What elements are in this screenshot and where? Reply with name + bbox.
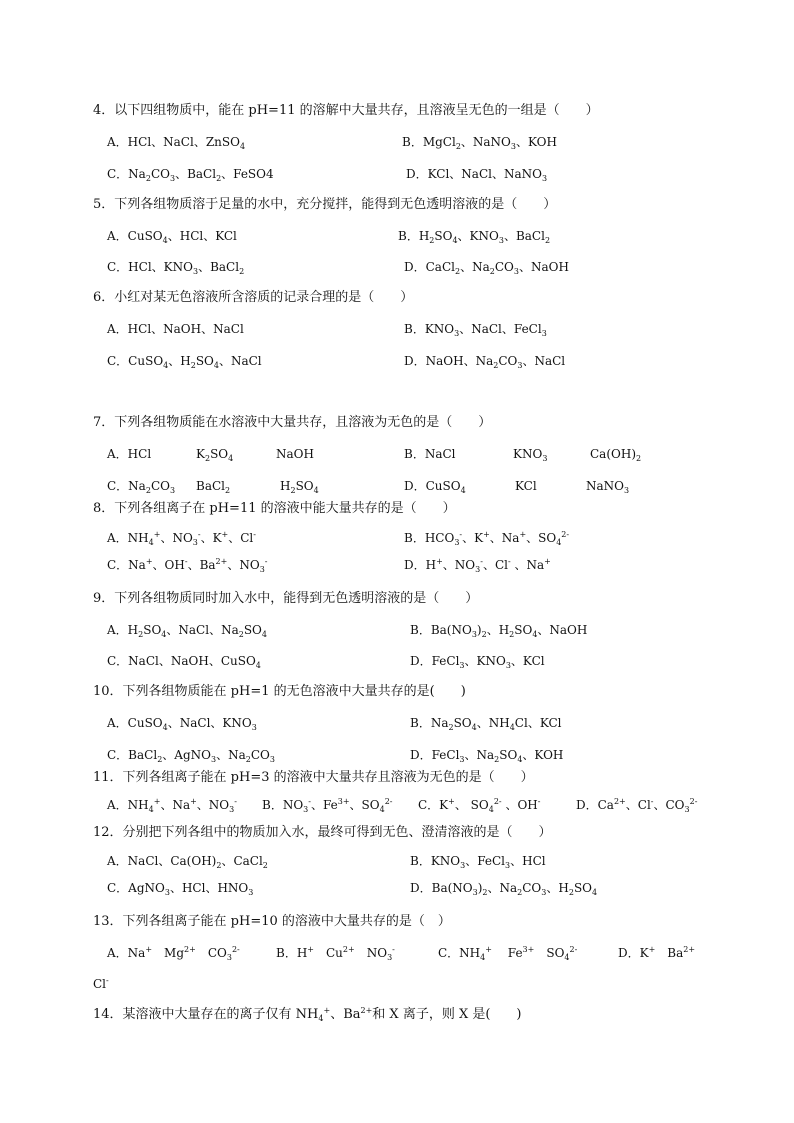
question-8-stem: 8．下列各组离子在 pH=11 的溶液中能大量共存的是（ ） (93, 501, 456, 516)
question-12-option-d: D．$Ba(NO_3)_2$、$Na_2CO_3$、$H_2SO_4$ (410, 881, 598, 897)
question-13-option-b: B．H+ $Cu^{2+}$ $NO_3^-$ (276, 945, 395, 962)
question-7-option-b-item-3: $Ca(OH)_2$ (590, 447, 642, 463)
question-8-option-c: C．Na+、OH-、$Ba^{2+}$、$NO_3^-$ (107, 557, 268, 574)
question-9-option-a: A．$H_2SO_4$、NaCl、$Na_2SO_4$ (107, 623, 267, 639)
question-6-option-c: C．CuSO$_4$、$H_2SO_4$、NaCl (107, 354, 262, 370)
question-4-option-d: D．KCl、NaCl、NaNO$_3$ (406, 167, 548, 183)
question-4-option-c: C．$Na_2CO_3$、BaCl$_2$、FeSO4 (107, 167, 274, 183)
question-7-option-d-item-3: NaNO$_3$ (586, 479, 630, 495)
question-7-option-c: C．$Na_2CO_3$ (107, 479, 176, 495)
question-7-option-c-item-2: BaCl$_2$ (196, 479, 231, 495)
question-7-option-a-item-2: $K_2SO_4$ (196, 447, 234, 463)
question-9-option-b: B．$Ba(NO_3)_2$、$H_2SO_4$、NaOH (410, 623, 588, 639)
question-12-option-c: C．AgNO$_3$、HCl、$HNO_3$ (107, 881, 254, 897)
question-4-stem: 4．以下四组物质中，能在 pH=11 的溶解中大量共存，且溶液呈无色的一组是（ ） (93, 103, 599, 118)
question-11-option-a: A．$NH_4^+$、Na+、$NO_3^-$ (107, 797, 237, 814)
question-14-stem: 14．某溶液中大量存在的离子仅有 $NH_4^+$、$Ba^{2+}$和 X 离子，则 X 是( ) (93, 1006, 522, 1023)
question-10-option-c: C．BaCl$_2$、AgNO$_3$、$Na_2CO_3$ (107, 748, 275, 764)
question-5-option-c: C．HCl、$KNO_3$、BaCl$_2$ (107, 260, 245, 276)
question-11-option-d: D．$Ca^{2+}$、Cl-、$CO_3^{2-}$ (576, 797, 698, 814)
question-8-option-a: A．$NH_4^+$、$NO_3^-$、K+、Cl- (107, 530, 256, 547)
question-13-option-d: D．K+ $Ba^{2+}$ (618, 945, 696, 960)
question-8-option-d: D．H+、$NO_3^-$、Cl- 、Na+ (404, 557, 551, 574)
question-13-stem: 13．下列各组离子能在 pH=10 的溶液中大量共存的是（ ） (93, 914, 451, 929)
question-9-option-d: D．FeCl$_3$、$KNO_3$、KCl (410, 654, 545, 670)
question-6-stem: 6．小红对某无色溶液所含溶质的记录合理的是（ ） (93, 290, 414, 305)
question-6-option-b: B．$KNO_3$、NaCl、FeCl$_3$ (404, 322, 547, 338)
question-12-option-a: A．NaCl、$Ca(OH)_2$、CaCl$_2$ (107, 854, 268, 870)
question-11-option-b: B．$NO_3^-$、$Fe^{3+}$、$SO_4^{2-}$ (262, 797, 393, 814)
question-5-option-a: A．CuSO$_4$、HCl、KCl (107, 229, 237, 245)
question-9-stem: 9．下列各组物质同时加入水中，能得到无色透明溶液的是（ ） (93, 591, 479, 606)
question-11-stem: 11．下列各组离子能在 pH=3 的溶液中大量共存且溶液为无色的是（ ） (93, 770, 534, 785)
question-13-option-a: A．Na+ $Mg^{2+}$ $CO_3^{2-}$ (107, 945, 240, 962)
question-13-option-c: C．$NH_4^+$ $Fe^{3+}$ $SO_4^{2-}$ (438, 945, 578, 962)
question-7-option-a-item-3: NaOH (276, 447, 314, 461)
question-6-option-a: A．HCl、NaOH、NaCl (107, 322, 244, 336)
question-5-stem: 5．下列各组物质溶于足量的水中，充分搅拌，能得到无色透明溶液的是（ ） (93, 197, 557, 212)
question-13-option-d-continued: Cl- (93, 976, 109, 991)
question-9-option-c: C．NaCl、NaOH、CuSO$_4$ (107, 654, 261, 670)
question-7-option-d-item-2: KCl (515, 479, 537, 493)
question-10-stem: 10．下列各组物质能在 pH=1 的无色溶液中大量共存的是( ) (93, 684, 466, 699)
question-7-option-b: B．NaCl (404, 447, 456, 461)
question-8-option-b: B．$HCO_3^-$、K+、Na+、$SO_4^{2-}$ (404, 530, 570, 547)
question-12-stem: 12．分别把下列各组中的物质加入水，最终可得到无色、澄清溶液的是（ ） (93, 825, 552, 840)
question-12-option-b: B．$KNO_3$、FeCl$_3$、HCl (410, 854, 546, 870)
question-4-option-a: A．HCl、NaCl、ZnSO$_4$ (107, 135, 246, 151)
question-4-option-b: B．MgCl$_2$、NaNO$_3$、KOH (402, 135, 557, 151)
question-7-option-b-item-2: $KNO_3$ (513, 447, 548, 463)
question-5-option-b: B．$H_2SO_4$、$KNO_3$、BaCl$_2$ (398, 229, 551, 245)
question-10-option-d: D．FeCl$_3$、$Na_2SO_4$、KOH (410, 748, 564, 764)
question-7-option-c-item-3: $H_2SO_4$ (280, 479, 319, 495)
question-11-option-c: C．K+、 $SO_4^{2-}$ 、OH- (418, 797, 541, 814)
question-5-option-d: D．CaCl$_2$、$Na_2CO_3$、NaOH (404, 260, 569, 276)
question-10-option-b: B．$Na_2SO_4$、$NH_4Cl$、KCl (410, 716, 562, 732)
question-7-option-a: A．HCl (107, 447, 152, 461)
question-7-stem: 7．下列各组物质能在水溶液中大量共存，且溶液为无色的是（ ） (93, 415, 492, 430)
question-7-option-d: D．CuSO$_4$ (404, 479, 466, 495)
question-6-option-d: D．NaOH、$Na_2CO_3$、NaCl (404, 354, 566, 370)
question-10-option-a: A．CuSO$_4$、NaCl、$KNO_3$ (107, 716, 257, 732)
